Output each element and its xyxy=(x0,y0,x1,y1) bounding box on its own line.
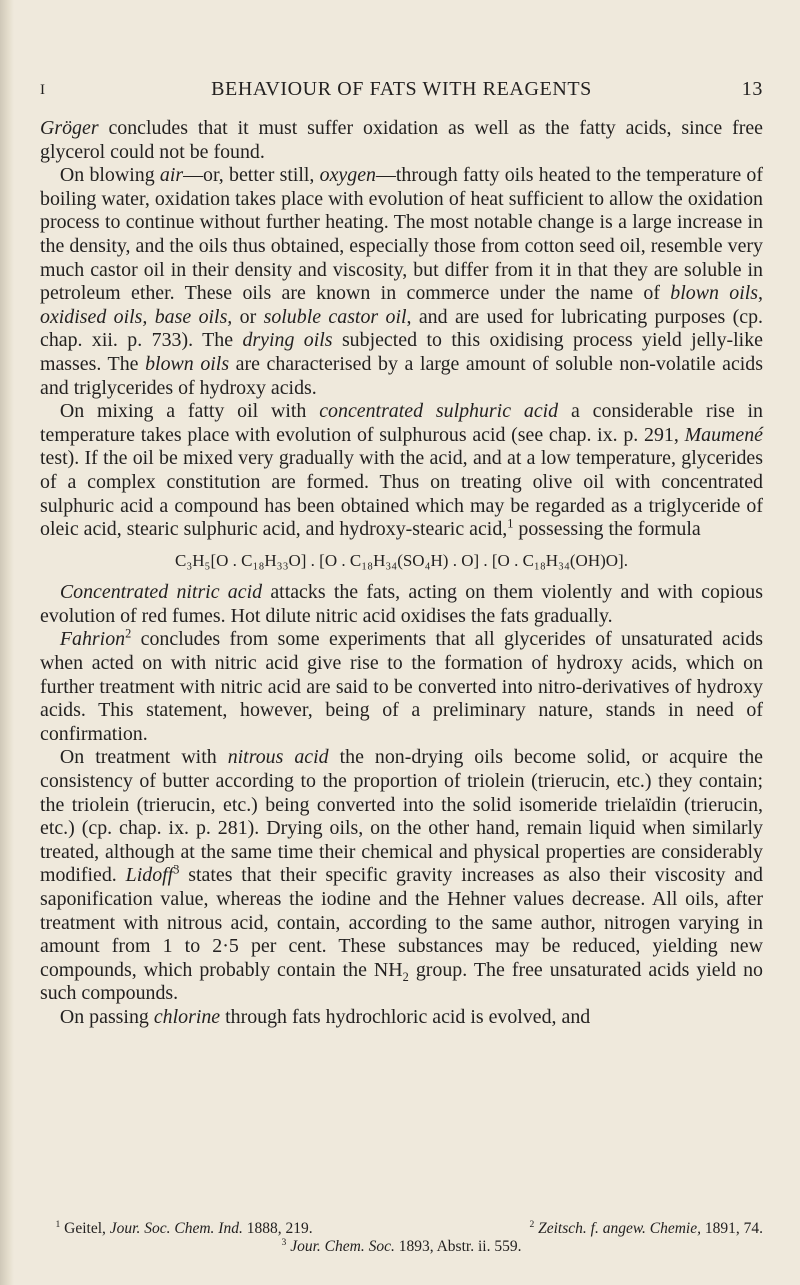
running-header xyxy=(40,78,763,108)
footnote-3: $^3$ Jour. Chem. Soc. 1893, Abstr. ii. 559. xyxy=(281,1236,522,1255)
footnote-ref-2: 2 xyxy=(125,626,132,641)
footnotes xyxy=(40,1220,763,1256)
paragraph-nitric-acid: Concentrated nitric acid attacks the fats, acting on them violently and with copious evolution of red fumes. Hot dilute nitric acid oxidises the fats gradually. xyxy=(40,581,763,627)
footnote-ref-1: 1 xyxy=(507,516,514,531)
paragraph-sulphuric-acid: On mixing a fatty oil with concentrated sulphuric acid a considerable rise in temperature takes place with evolution of sulphurous acid (see chap. ix. p. 291, Maumené test). If the oil be mixed very gradually with the acid, and at a low temperature, glycerides of a complex constitution are formed. Thus on treating olive oil with concentrated sulphuric acid a compound has been obtained which may be regarded as a triglyceride of oleic acid, stearic sulphuric acid, and hydroxy-stearic acid,$^1$ possessing the formula xyxy=(40,400,763,541)
running-title: BEHAVIOUR OF FATS WITH REAGENTS xyxy=(211,78,592,100)
body-text xyxy=(40,117,763,1030)
paragraph-fahrion: Fahrion$^2$ concludes from some experiments that all glycerides of unsaturated acids when acted on with nitric acid give rise to the formation of hydroxy acids, which on further treatment with nitric acid are said to be converted into nitro-derivatives of hydroxy acids. This statement, however, being of a preliminary nature, stands in need of confirmation. xyxy=(40,626,763,745)
paragraph-blowing-air: On blowing air—or, better still, oxygen—through fatty oils heated to the temperature of boiling water, oxidation takes place with evolution of heat sufficient to allow the oxidation process to continue without further heating. The most notable change is a large increase in the density, and the oils thus obtained, especially those from cotton seed oil, resemble very much castor oil in their density and viscosity, but differ from it in that they are soluble in petroleum ether. These oils are known in commerce under the name of blown oils, oxidised oils, base oils, or soluble castor oil, and are used for lubricating purposes (cp. chap. xii. p. 733). The drying oils subjected to this oxidising process yield jelly-like masses. The blown oils are characterised by a large amount of soluble non-volatile acids and triglycerides of hydroxy acids. xyxy=(40,164,763,399)
paragraph-groger: Gröger concludes that it must suffer oxidation as well as the fatty acids, since free glycerol could not be found. xyxy=(40,117,763,163)
author-name: Gröger xyxy=(40,117,99,139)
footnote-1: $^1$ Geitel, Jour. Soc. Chem. Ind. 1888, 219. xyxy=(55,1218,313,1237)
footnote-2: $^2$ Zeitsch. f. angew. Chemie, 1891, 74. xyxy=(529,1218,763,1237)
paragraph-chlorine: On passing chlorine through fats hydrochloric acid is evolved, and xyxy=(59,1005,591,1028)
page-number: 13 xyxy=(741,78,763,100)
paragraph-nitrous-acid: On treatment with nitrous acid the non-drying oils become solid, or acquire the consistency of butter according to the proportion of triolein (trierucin, etc.) they contain; the triolein (trierucin, etc.) being converted into the solid isomeride trielaïdin (trierucin, etc.) (cp. chap. ix. p. 281). Drying oils, on the other hand, remain liquid when similarly treated, although at the same time their chemical and physical properties are considerably modified. Lidoff$^3$ states that their specific gravity increases as also their viscosity and saponification value, whereas the iodine and the Hehner values decrease. All oils, after treatment with nitrous acid, contain, according to the same author, nitrogen varying in amount from 1 to 2·5 per cent. These substances may be reduced, yielding new compounds, which probably contain the $NH_2$ group. The free unsaturated acids yield no such compounds. xyxy=(40,746,763,1005)
footnote-row xyxy=(40,1220,763,1238)
chapter-mark: I xyxy=(40,82,46,98)
chemical-formula: C₃H₅[O . C₁₈H₃₃O] . [O . C₁₈H₃₄(SO₄H) . O] . [O . C₁₈H₃₄(OH)O]. xyxy=(175,550,628,570)
footnote-ref-3: 3 xyxy=(173,862,180,877)
